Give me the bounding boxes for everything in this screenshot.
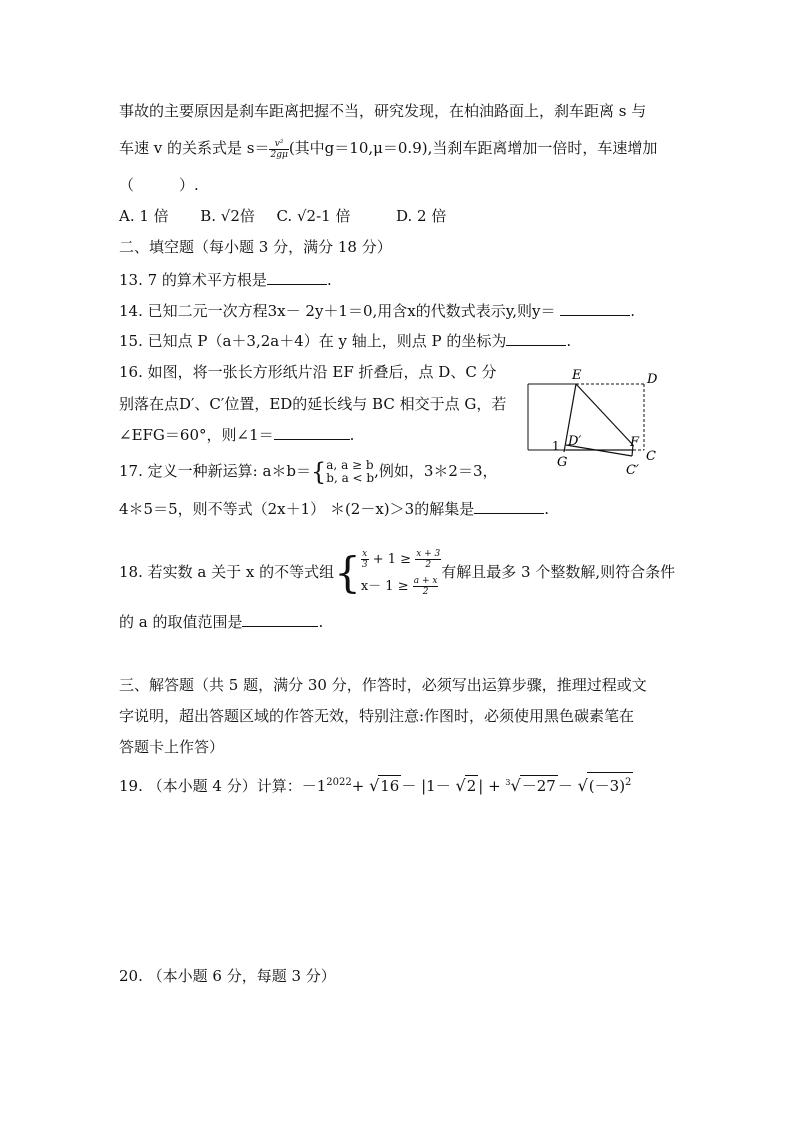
label-C: C [646,449,656,464]
option-c: C. √2-1 倍 [276,207,351,225]
angle-1-label: 1 [552,439,560,453]
section2-title: 二、填空题（每小题 3 分，满分 18 分） [119,238,392,256]
answer-blank [267,270,327,285]
label-F: F [630,435,640,450]
label-G: G [557,455,568,470]
q12-line3: （ ）. [119,176,199,194]
q12-line2-post: (其中g＝10,μ＝0.9),当刹车距离增加一倍时，车速增加 [288,139,658,157]
option-a: A. 1 倍 [119,207,169,225]
label-D: D [647,372,658,387]
q17-line1: 17. 定义一种新运算: a＊b＝{ a, a ≥ b b, a < b ,例如，3＊2＝3， [119,458,498,486]
answer-blank [560,301,630,316]
label-C-prime: C′ [626,463,639,478]
label-E: E [572,368,582,383]
q14: 14. 已知二元一次方程3x－ 2y＋1＝0,用含x的代数式表示y,则y＝ . [119,302,636,320]
q15: 15. 已知点 P（a＋3,2a＋4）在 y 轴上，则点 P 的坐标为 . [119,332,572,350]
inequality-system: { $\frac{x}{3}$ + 1 ≥ $\frac{x + 3}{2}$ x－ 1 ≥ $\frac{a + x}{2}$ [334,548,441,597]
q20: 20. （本小题 6 分，每题 3 分） [119,967,336,985]
answer-blank [506,331,566,346]
piecewise-definition: { a, a ≥ b b, a < b [311,458,375,486]
answer-blank [474,499,544,514]
braking-formula: $\frac{\text{v²}}{2g\mu}$ [270,138,288,160]
section3-line1: 三、解答题（共 5 题，满分 30 分，作答时，必须写出运算步骤，推理过程或文 [119,676,647,694]
section3-line2: 字说明，超出答题区域的作答无效，特别注意:作图时，必须使用黑色碳素笔在 [119,707,635,725]
q18-line2: 的 a 的取值范围是 . [119,613,324,631]
q17-line2: 4＊5＝5，则不等式（2x＋1） ＊(2－x)＞3的解集是 . [119,500,549,518]
q18-line1: 18. 若实数 a 关于 x 的不等式组{ $\frac{x}{3}$ + 1 ≥ $\frac{x + 3}{2}$ x－ 1 ≥ $\frac{a + x}{2}$ 有解且最多 3 个整数解,则符合条件 [119,546,675,600]
q16-line1: 16. 如图，将一张长方形纸片沿 EF 折叠后，点 D、C 分 [119,363,497,381]
q13: 13. 7 的算术平方根是 . [119,271,332,289]
label-D-prime: D′ [568,434,582,449]
q12-line2 [119,138,657,160]
q12-line2-pre: 车速 v 的关系式是 s＝ [119,139,270,157]
section3-line3: 答题卡上作答） [119,738,225,756]
option-d: D. 2 倍 [396,207,447,225]
folded-rectangle-figure [520,366,670,484]
q12-line1: 事故的主要原因是刹车距离把握不当，研究发现，在柏油路面上，刹车距离 s 与 [119,102,647,120]
option-b: B. √2倍 [200,207,255,225]
q19-expression: $-1^{2022}+ √16 - |1- √2$ | + $^3√-27 - √(-3)^2$ [302,777,634,795]
answer-blank [274,425,350,440]
q16-line3: ∠EFG＝60°，则∠1＝ . [119,426,355,444]
q16-line2: 别落在点D′、C′位置，ED的延长线与 BC 相交于点 G，若 [119,395,507,413]
q12-options [119,206,446,226]
q19: 19. （本小题 4 分）计算：$-1^{2022}+ √16 - |1- √2$ | + $^3√-27 - √(-3)^2$ [119,772,633,796]
answer-blank [242,612,318,627]
